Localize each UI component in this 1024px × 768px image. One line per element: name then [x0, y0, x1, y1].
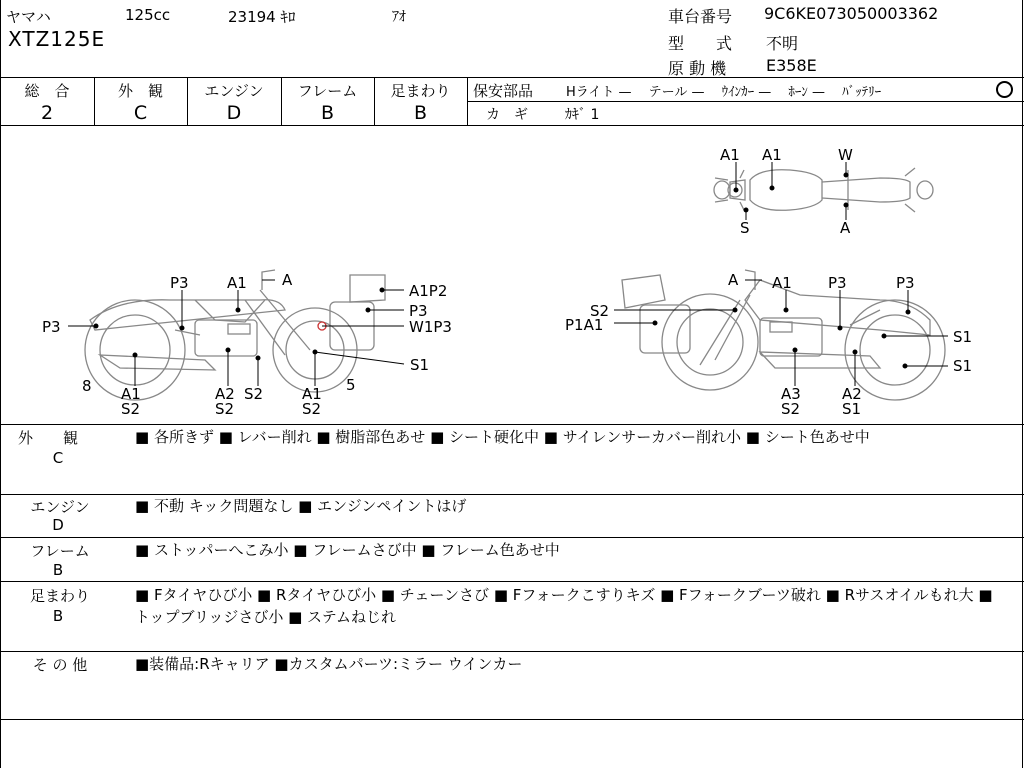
engine-label: 原 動 機 — [668, 59, 727, 78]
l-s2-bot: S2 — [121, 400, 141, 418]
engine-grade: D — [52, 516, 64, 534]
grade-exterior-value: C — [133, 102, 148, 124]
r-a1: A1 — [772, 274, 792, 292]
displacement: 125cc — [125, 6, 171, 24]
frame-no-label: 車台番号 — [668, 7, 733, 26]
safety-mid-line — [467, 101, 1024, 102]
grade-frame-value: B — [320, 102, 335, 124]
r-s1-top: S1 — [953, 328, 973, 346]
key-label: カ ギ — [486, 107, 528, 123]
grade-total-label: 総 合 — [24, 82, 70, 100]
top-a: A — [840, 219, 851, 237]
l-5: 5 — [346, 376, 356, 394]
suspension-grade: B — [52, 607, 64, 625]
l-p3-right: P3 — [409, 302, 428, 320]
frame-notes: ■ ストッパーへこみ小 ■ フレームさび中 ■ フレーム色あせ中 — [135, 541, 560, 559]
remarks-line — [0, 537, 1024, 538]
type-value: 不明 — [766, 34, 799, 53]
exterior-notes: ■ 各所きず ■ レバー削れ ■ 樹脂部色あせ ■ シート硬化中 ■ サイレンサーカバー削れ小 ■ シート色あせ中 — [135, 428, 870, 446]
l-a1-top: A1 — [227, 274, 247, 292]
frame-grade: B — [52, 561, 64, 579]
r-a3: A3 — [781, 385, 801, 403]
grade-suspension-label: 足まわり — [390, 82, 451, 100]
safety-items: Hライト — テール — ｳｲﾝｶｰ — ﾎｰﾝ — ﾊﾞｯﾃﾘｰ — [566, 85, 882, 100]
bike-top-view — [714, 168, 933, 212]
l-s1: S1 — [410, 356, 430, 374]
exterior-heading: 外 観 — [17, 429, 78, 447]
grade-engine-value: D — [226, 102, 242, 124]
engine-value: E358E — [766, 56, 817, 75]
r-s2: S2 — [590, 302, 610, 320]
l-a1p2: A1P2 — [409, 282, 448, 300]
right-border — [1022, 0, 1023, 768]
grade-divider — [467, 77, 468, 125]
key-value: ｶｷﾞ 1 — [565, 107, 600, 123]
l-p3-left: P3 — [42, 318, 61, 336]
grade-frame-label: フレーム — [297, 82, 358, 100]
frame-heading: フレーム — [30, 542, 90, 560]
grade-exterior-label: 外 観 — [117, 82, 163, 100]
grade-top-line — [0, 77, 1024, 78]
grade-suspension-value: B — [413, 102, 428, 124]
r-p1a1: P1A1 — [565, 316, 604, 334]
engine-notes: ■ 不動 キック問題なし ■ エンジンペイントはげ — [135, 497, 467, 515]
remarks-line — [0, 719, 1024, 720]
maker: ヤマハ — [6, 8, 51, 26]
top-w: W — [838, 146, 853, 164]
top-s: S — [740, 219, 750, 237]
grade-total-value: 2 — [40, 102, 54, 124]
l-a: A — [282, 271, 293, 289]
safety-label: 保安部品 — [473, 82, 534, 100]
l-w1p3: W1P3 — [409, 318, 452, 336]
l-a1-bot2: A1 — [302, 385, 322, 403]
exterior-grade: C — [52, 449, 64, 467]
r-a: A — [728, 271, 739, 289]
grade-engine-label: エンジン — [204, 82, 264, 100]
l-a2: A2 — [215, 385, 235, 403]
other-heading: そ の 他 — [32, 656, 88, 674]
color: ｱｵ — [392, 9, 406, 25]
r-s1-b2: S1 — [842, 400, 862, 418]
other-notes: ■装備品:Rキャリア ■カスタムパーツ:ミラー ウインカー — [135, 655, 523, 673]
frame-no: 9C6KE073050003362 — [764, 4, 939, 23]
model-name: XTZ125E — [8, 27, 106, 51]
type-label: 型 式 — [668, 34, 733, 53]
top-a1-left: A1 — [720, 146, 740, 164]
suspension-heading: 足まわり — [29, 587, 90, 605]
r-p3-right: P3 — [896, 274, 915, 292]
l-s2-mid: S2 — [215, 400, 235, 418]
l-p3-top: P3 — [170, 274, 189, 292]
r-s2-bot: S2 — [781, 400, 801, 418]
r-p3: P3 — [828, 274, 847, 292]
suspension-notes: ■ Fタイヤひび小 ■ Rタイヤひび小 ■ チェーンさび ■ Fフォークこすりキズ ■ Fフォークブーツ破れ ■ Rサスオイルもれ大 ■ トップブリッジさび小 ■ ステムねじれ — [135, 586, 993, 626]
remarks-line — [0, 651, 1024, 652]
l-8: 8 — [82, 377, 92, 395]
l-s2-bot2: S2 — [302, 400, 322, 418]
mileage: 23194 ｷﾛ — [228, 8, 296, 26]
battery-circle-mark — [996, 81, 1013, 98]
remarks-line — [0, 581, 1024, 582]
damage-diagram — [0, 126, 1022, 424]
top-a1-right: A1 — [762, 146, 782, 164]
l-s2-mid2: S2 — [244, 385, 264, 403]
engine-heading: エンジン — [30, 498, 90, 516]
l-a1-bot: A1 — [121, 385, 141, 403]
r-a2: A2 — [842, 385, 862, 403]
remarks-top-line — [0, 424, 1024, 425]
r-s1-bot: S1 — [953, 357, 973, 375]
